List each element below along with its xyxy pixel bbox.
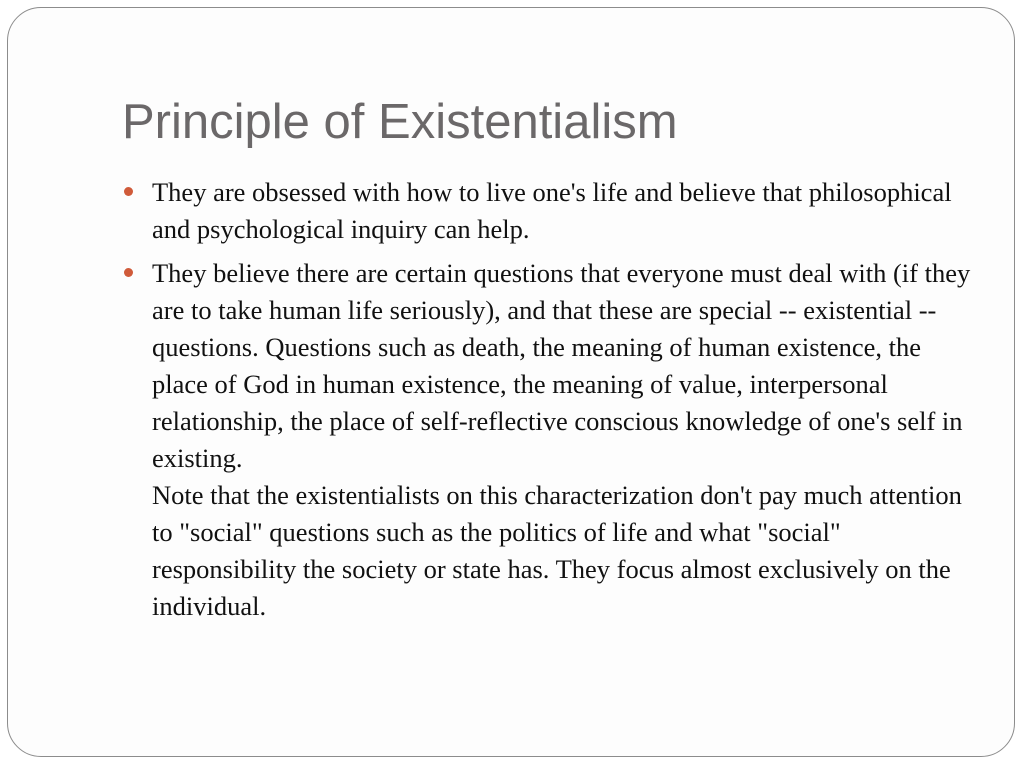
bullet-dot-icon (124, 268, 133, 277)
bullet-list (122, 174, 972, 632)
bullet-text: They believe there are certain questions that everyone must deal with (if they are to take human life seriously), and that these are special -- existential -- questions. Questions such as death, the meaning of human existence, the place of God in human existence, the meaning of value, interpersonal relationship, the place of self-reflective conscious knowledge of one's self in existing. (152, 258, 971, 473)
bullet-text: They are obsessed with how to live one's life and believe that philosophical and psychological inquiry can help. (152, 177, 952, 244)
slide-frame (7, 7, 1015, 757)
bullet-dot-icon (124, 187, 133, 196)
bullet-note-text: Note that the existentialists on this characterization don't pay much attention to "social" questions such as the politics of life and what "social" responsibility the society or state has. They focus almost exclusively on the individual. (152, 480, 962, 621)
slide-title: Principle of Existentialism (122, 95, 678, 149)
bullet-item-1 (122, 174, 972, 248)
bullet-item-2 (122, 255, 972, 625)
